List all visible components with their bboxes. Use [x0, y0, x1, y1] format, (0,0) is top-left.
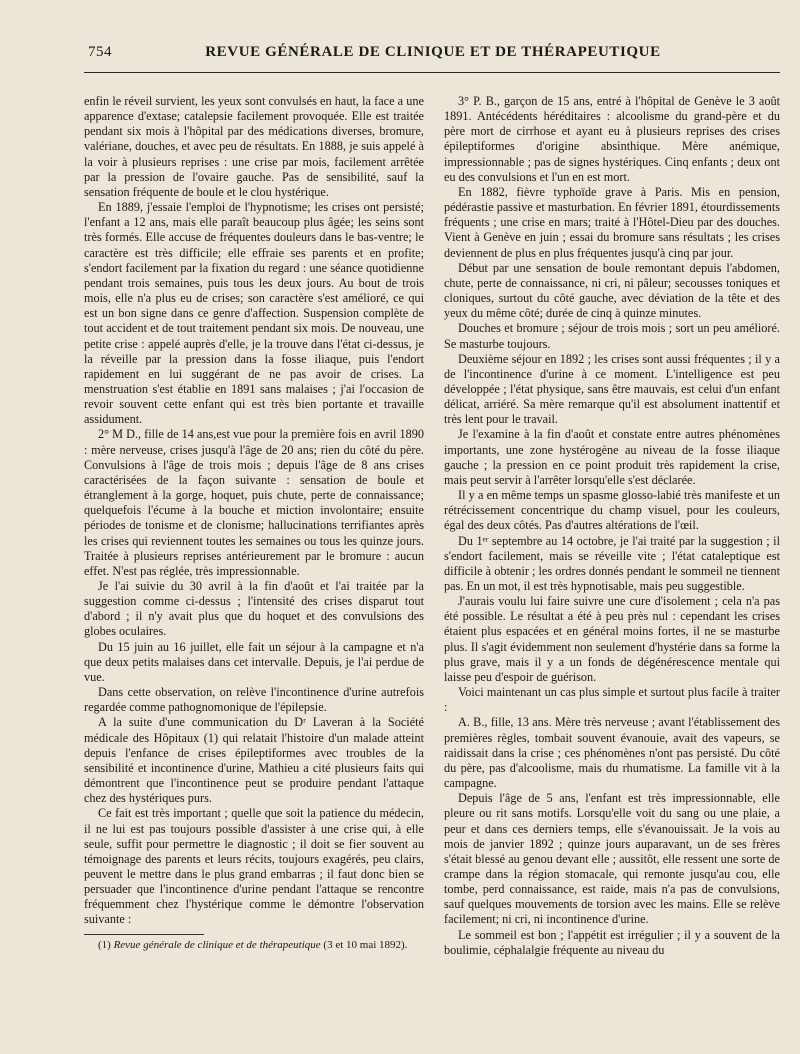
paragraph: A la suite d'une communication du Dʳ Laveran à la Société médicale des Hôpitaux (1) qui relatait l'histoire d'un malade atteint depuis l'enfance de crises épileptiformes avec troubles de la sensibilité et incontinence d'urine, Mathieu a cité plusieurs faits qui démontrent que l'incontinence peut se produire pendant l'attaque chez des hystériques purs. — [84, 715, 424, 806]
left-column — [84, 94, 424, 952]
paragraph: Je l'examine à la fin d'août et constate entre autres phénomènes importants, une zone hystérogène au niveau de la fosse iliaque gauche ; la pression en ce point produit très rapidement la crise, mais peut servir à l'arrêter lorsqu'elle s'est déclarée. — [444, 427, 780, 487]
paragraph: 3° P. B., garçon de 15 ans, entré à l'hôpital de Genève le 3 août 1891. Antécédents héréditaires : alcoolisme du grand-père et du père mort de cirrhose et ayant eu à plusieurs reprises des crises épileptiformes d'origine absinthique. Mère anémique, impressionnable ; pas de signes hystériques. Cinq enfants ; deux ont eu des convulsions et l'un en est mort. — [444, 94, 780, 184]
footnote-journal-title: Revue générale de clinique et de thérapeutique — [113, 938, 321, 951]
paragraph: Début par une sensation de boule remontant depuis l'abdomen, chute, perte de connaissance, ni cri, ni pâleur; secousses toniques et cloniques, surtout du côté gauche, avec déviation de la tête et des yeux du même côté; durée de cinq à quinze minutes. — [444, 260, 780, 321]
paragraph: En 1882, fièvre typhoïde grave à Paris. Mis en pension, pédérastie passive et masturbation. En février 1891, étourdissements fréquents ; une crise en mars; traité à l'Hôtel-Dieu par des douches. Vient à Genève en juin ; essai du bromure sans résultats ; les crises deviennent de plus en plus fréquentes jusqu'à cinq par jour. — [444, 184, 780, 260]
paragraph: Le sommeil est bon ; l'appétit est irrégulier ; il y a souvent de la boulimie, céphalalgie fréquente au niveau du — [444, 927, 780, 957]
footnote-date: (3 et 10 mai 1892). — [323, 938, 408, 951]
footnote-marker: (1) — [98, 938, 111, 951]
footnote — [84, 939, 424, 953]
paragraph: Dans cette observation, on relève l'incontinence d'urine autrefois regardée comme pathognomonique de l'épilepsie. — [84, 685, 424, 715]
paragraph: Depuis l'âge de 5 ans, l'enfant est très impressionnable, elle pleure ou rit sans motifs. Lorsqu'elle voit du sang ou une plaie, a peur et dans ces derniers temps, elle s'évanouissait. Je la vois au mois de janvier 1892 ; quinze jours auparavant, un de ses frères s'était blessé au genou devant elle ; aussitôt, elle ressent une sorte de crampe dans la région stomacale, qui remonte jusqu'au cou, elle tombe, perd connaissance, est raide, mais n'a pas de convulsions, sauf quelques mouvements de torsion avec les mains. Elle se relève facilement; ni cri, ni incontinence d'urine. — [444, 791, 780, 927]
paragraph: Ce fait est très important ; quelle que soit la patience du médecin, il ne lui est pas toujours possible d'assister à une crise qui, à elle seule, suffit pour permettre le diagnostic ; il doit se fier souvent au témoignage des parents et leurs récits, toujours exagérés, peu clairs, peuvent le mettre dans le plus grand embarras ; il faut donc bien se persuader que l'incontinence d'urine pendant l'attaque se rencontre fréquemment chez l'hystérique comme le démontre l'observation suivante : — [84, 806, 424, 927]
paragraph: Douches et bromure ; séjour de trois mois ; sort un peu amélioré. Se masturbe toujours. — [444, 321, 780, 351]
header-rule — [84, 72, 780, 73]
paragraph: En 1889, j'essaie l'emploi de l'hypnotisme; les crises ont persisté; l'enfant a 12 ans, mais elle paraît beaucoup plus âgée; les seins sont très formés. Elle accuse de fréquentes douleurs dans le bas-ventre; le caractère est très difficile; elle effraie ses parents et en profite; s'endort facilement par la fixation du regard : une séance quotidienne pendant trois semaines, puis tous les deux jours. Au bout de trois mois, elle n'a plus eu de crises; son caractère s'est amélioré, ce qui est un bon signe dans ce genre d'affection. Suspension complète de tout accident et de tout traitement pendant six mois. De nouveau, une petite crise : appelé auprès d'elle, je la trouve dans l'état ci-dessus, je la réveille par la pression dans la fosse iliaque, puis l'endort rapidement en lui suggérant de ne pas avoir de crises. La menstruation s'est établie en 1891 sans malaises ; j'ai l'occasion de revoir souvent cette enfant qui est très bien portante et travaille assidument. — [84, 200, 424, 427]
paragraph: enfin le réveil survient, les yeux sont convulsés en haut, la face a une apparence d'extase; catalepsie facilement provoquée. Elle est traitée pendant six mois à l'hôpital par des médications diverses, bromure, valériane, douches, et avec peu de résultats. En 1888, je suis appelé à la voir à plusieurs reprises : une crise par mois, facilement arrêtée par la pression de l'ovaire gauche. Pas de sensibilité, sauf la sensation fréquente de boule et le clou hystérique. — [84, 94, 424, 199]
footnote-rule — [84, 934, 204, 935]
page-number: 754 — [88, 44, 112, 60]
paragraph: A. B., fille, 13 ans. Mère très nerveuse ; avant l'établissement des premières règles, tombait souvent évanouie, avait des vapeurs, se raidissait dans la crise ; ces phénomènes n'ont pas persisté. Du côté du père, pas d'alcoolisme, mais du rhumatisme. La famille vit à la campagne. — [444, 715, 780, 791]
paragraph: Il y a en même temps un spasme glosso-labié très manifeste et un rétrécissement concentrique du champ visuel, pour les couleurs, égal des deux côtés. Pas d'autres altérations de l'œil. — [444, 488, 780, 533]
running-title: REVUE GÉNÉRALE DE CLINIQUE ET DE THÉRAPEUTIQUE — [205, 44, 661, 60]
paragraph: Deuxième séjour en 1892 ; les crises sont aussi fréquentes ; il y a de l'incontinence d'urine à ce moment. L'intelligence est peu développée ; l'état physique, sans être mauvais, est celui d'un enfant délicat, arriéré. Sa mère remarque qu'il est absolument inattentif et très lent pour le travail. — [444, 351, 780, 427]
paragraph: Je l'ai suivie du 30 avril à la fin d'août et l'ai traitée par la suggestion comme ci-dessus ; l'intensité des crises disparut tout d'abord ; il n'y avait plus que du hoquet et des convulsions des globes oculaires. — [84, 579, 424, 639]
paragraph: J'aurais voulu lui faire suivre une cure d'isolement ; cela n'a pas été possible. Le résultat a été à peu près nul : cependant les crises étaient plus espacées et en général moins fortes, il ne se masturbe plus. Il s'agit évidemment non seulement d'hystérie dans sa forme la plus grave, mais il y a un fonds de dégénérescence mentale qui laisse peu d'espoir de guérison. — [444, 594, 780, 684]
paragraph: Voici maintenant un cas plus simple et surtout plus facile à traiter : — [444, 685, 780, 715]
paragraph: Du 1ᵉʳ septembre au 14 octobre, je l'ai traité par la suggestion ; il s'endort facilement, mais se réveille vite ; l'état cataleptique est difficile à obtenir ; les ordres donnés pendant le sommeil ne tiennent pas. En un mot, il est très hypnotisable, mais peu suggestible. — [444, 533, 780, 593]
paragraph: Du 15 juin au 16 juillet, elle fait un séjour à la campagne et n'a que deux petits malaises dans cet intervalle. Depuis, je l'ai perdue de vue. — [84, 639, 424, 684]
right-column — [444, 94, 780, 958]
paragraph: 2° M D., fille de 14 ans,est vue pour la première fois en avril 1890 : mère nerveuse, crises jusqu'à l'âge de 20 ans; rien du côté du père. Convulsions à l'âge de trois mois ; depuis l'âge de 8 ans crises caractérisées de la façon suivante : sensation de boule et étranglement à la gorge, hoquet, puis chute, perte de connaissance; quelquefois l'écume à la bouche et miction involontaire; ensuite périodes de tonisme et de clonisme; hallucinations terrifiantes après les crises qui reviennent toutes les semaines ou tous les quinze jours. Traitée à plusieurs reprises antérieurement par le bromure : aucun effet. N'est pas réglée, très impressionnable. — [84, 427, 424, 578]
